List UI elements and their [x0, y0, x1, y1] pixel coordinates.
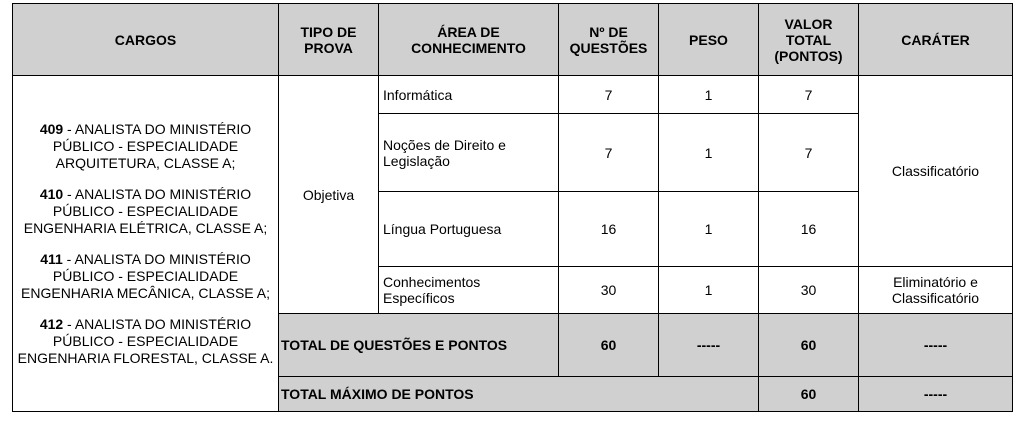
area-cell: Informática	[379, 76, 559, 114]
cargo-text: - ANALISTA DO MINISTÉRIO PÚBLICO - ESPECIALIDADE ARQUITETURA, CLASSE A;	[52, 120, 252, 171]
valor-cell: 7	[759, 76, 859, 114]
peso-cell: 1	[659, 76, 759, 114]
header-area: ÁREA DE CONHECIMENTO	[379, 4, 559, 76]
cargo-item	[15, 316, 276, 367]
questoes-cell: 16	[559, 192, 659, 267]
valor-cell: 16	[759, 192, 859, 267]
carater-classificatorio-cell: Classificatório	[859, 76, 1013, 267]
header-peso: PESO	[659, 4, 759, 76]
cargo-text: - ANALISTA DO MINISTÉRIO PÚBLICO - ESPECIALIDADE ENGENHARIA MECÂNICA, CLASSE A;	[21, 250, 270, 301]
header-questoes: Nº DE QUESTÕES	[559, 4, 659, 76]
cargo-item	[15, 186, 276, 237]
header-carater: CARÁTER	[859, 4, 1013, 76]
total-valor-value: 60	[759, 314, 859, 377]
header-tipo-prova: TIPO DE PROVA	[279, 4, 379, 76]
cargo-code: 410	[39, 185, 64, 202]
peso-cell: 1	[659, 267, 759, 314]
cargo-item	[15, 251, 276, 302]
cargos-cell	[13, 76, 279, 412]
header-valor-total: VALOR TOTAL (PONTOS)	[759, 4, 859, 76]
cargo-code: 412	[39, 315, 64, 332]
carater-eliminatorio-cell: Eliminatório e Classificatório	[859, 267, 1013, 314]
total-questoes-label: TOTAL DE QUESTÕES E PONTOS	[279, 314, 559, 377]
questoes-cell: 30	[559, 267, 659, 314]
area-cell: Conhecimentos Específicos	[379, 267, 559, 314]
total-maximo-carater: -----	[859, 377, 1013, 412]
cargo-code: 409	[39, 120, 64, 137]
total-questoes-value: 60	[559, 314, 659, 377]
questoes-cell: 7	[559, 76, 659, 114]
cargo-text: - ANALISTA DO MINISTÉRIO PÚBLICO - ESPECIALIDADE ENGENHARIA ELÉTRICA, CLASSE A;	[23, 185, 268, 236]
peso-cell: 1	[659, 192, 759, 267]
area-cell: Noções de Direito e Legislação	[379, 114, 559, 192]
total-peso-value: -----	[659, 314, 759, 377]
header-row	[13, 4, 1013, 76]
tipo-prova-cell: Objetiva	[279, 76, 379, 314]
cargo-item	[15, 121, 276, 172]
area-cell: Língua Portuguesa	[379, 192, 559, 267]
total-carater-value: -----	[859, 314, 1013, 377]
table-row	[13, 76, 1013, 114]
exam-table	[12, 3, 1013, 412]
peso-cell: 1	[659, 114, 759, 192]
cargo-text: - ANALISTA DO MINISTÉRIO PÚBLICO - ESPECIALIDADE ENGENHARIA FLORESTAL, CLASSE A.	[17, 315, 274, 366]
valor-cell: 7	[759, 114, 859, 192]
header-cargos: CARGOS	[13, 4, 279, 76]
total-maximo-label: TOTAL MÁXIMO DE PONTOS	[279, 377, 759, 412]
valor-cell: 30	[759, 267, 859, 314]
total-maximo-value: 60	[759, 377, 859, 412]
cargo-code: 411	[40, 250, 63, 267]
questoes-cell: 7	[559, 114, 659, 192]
